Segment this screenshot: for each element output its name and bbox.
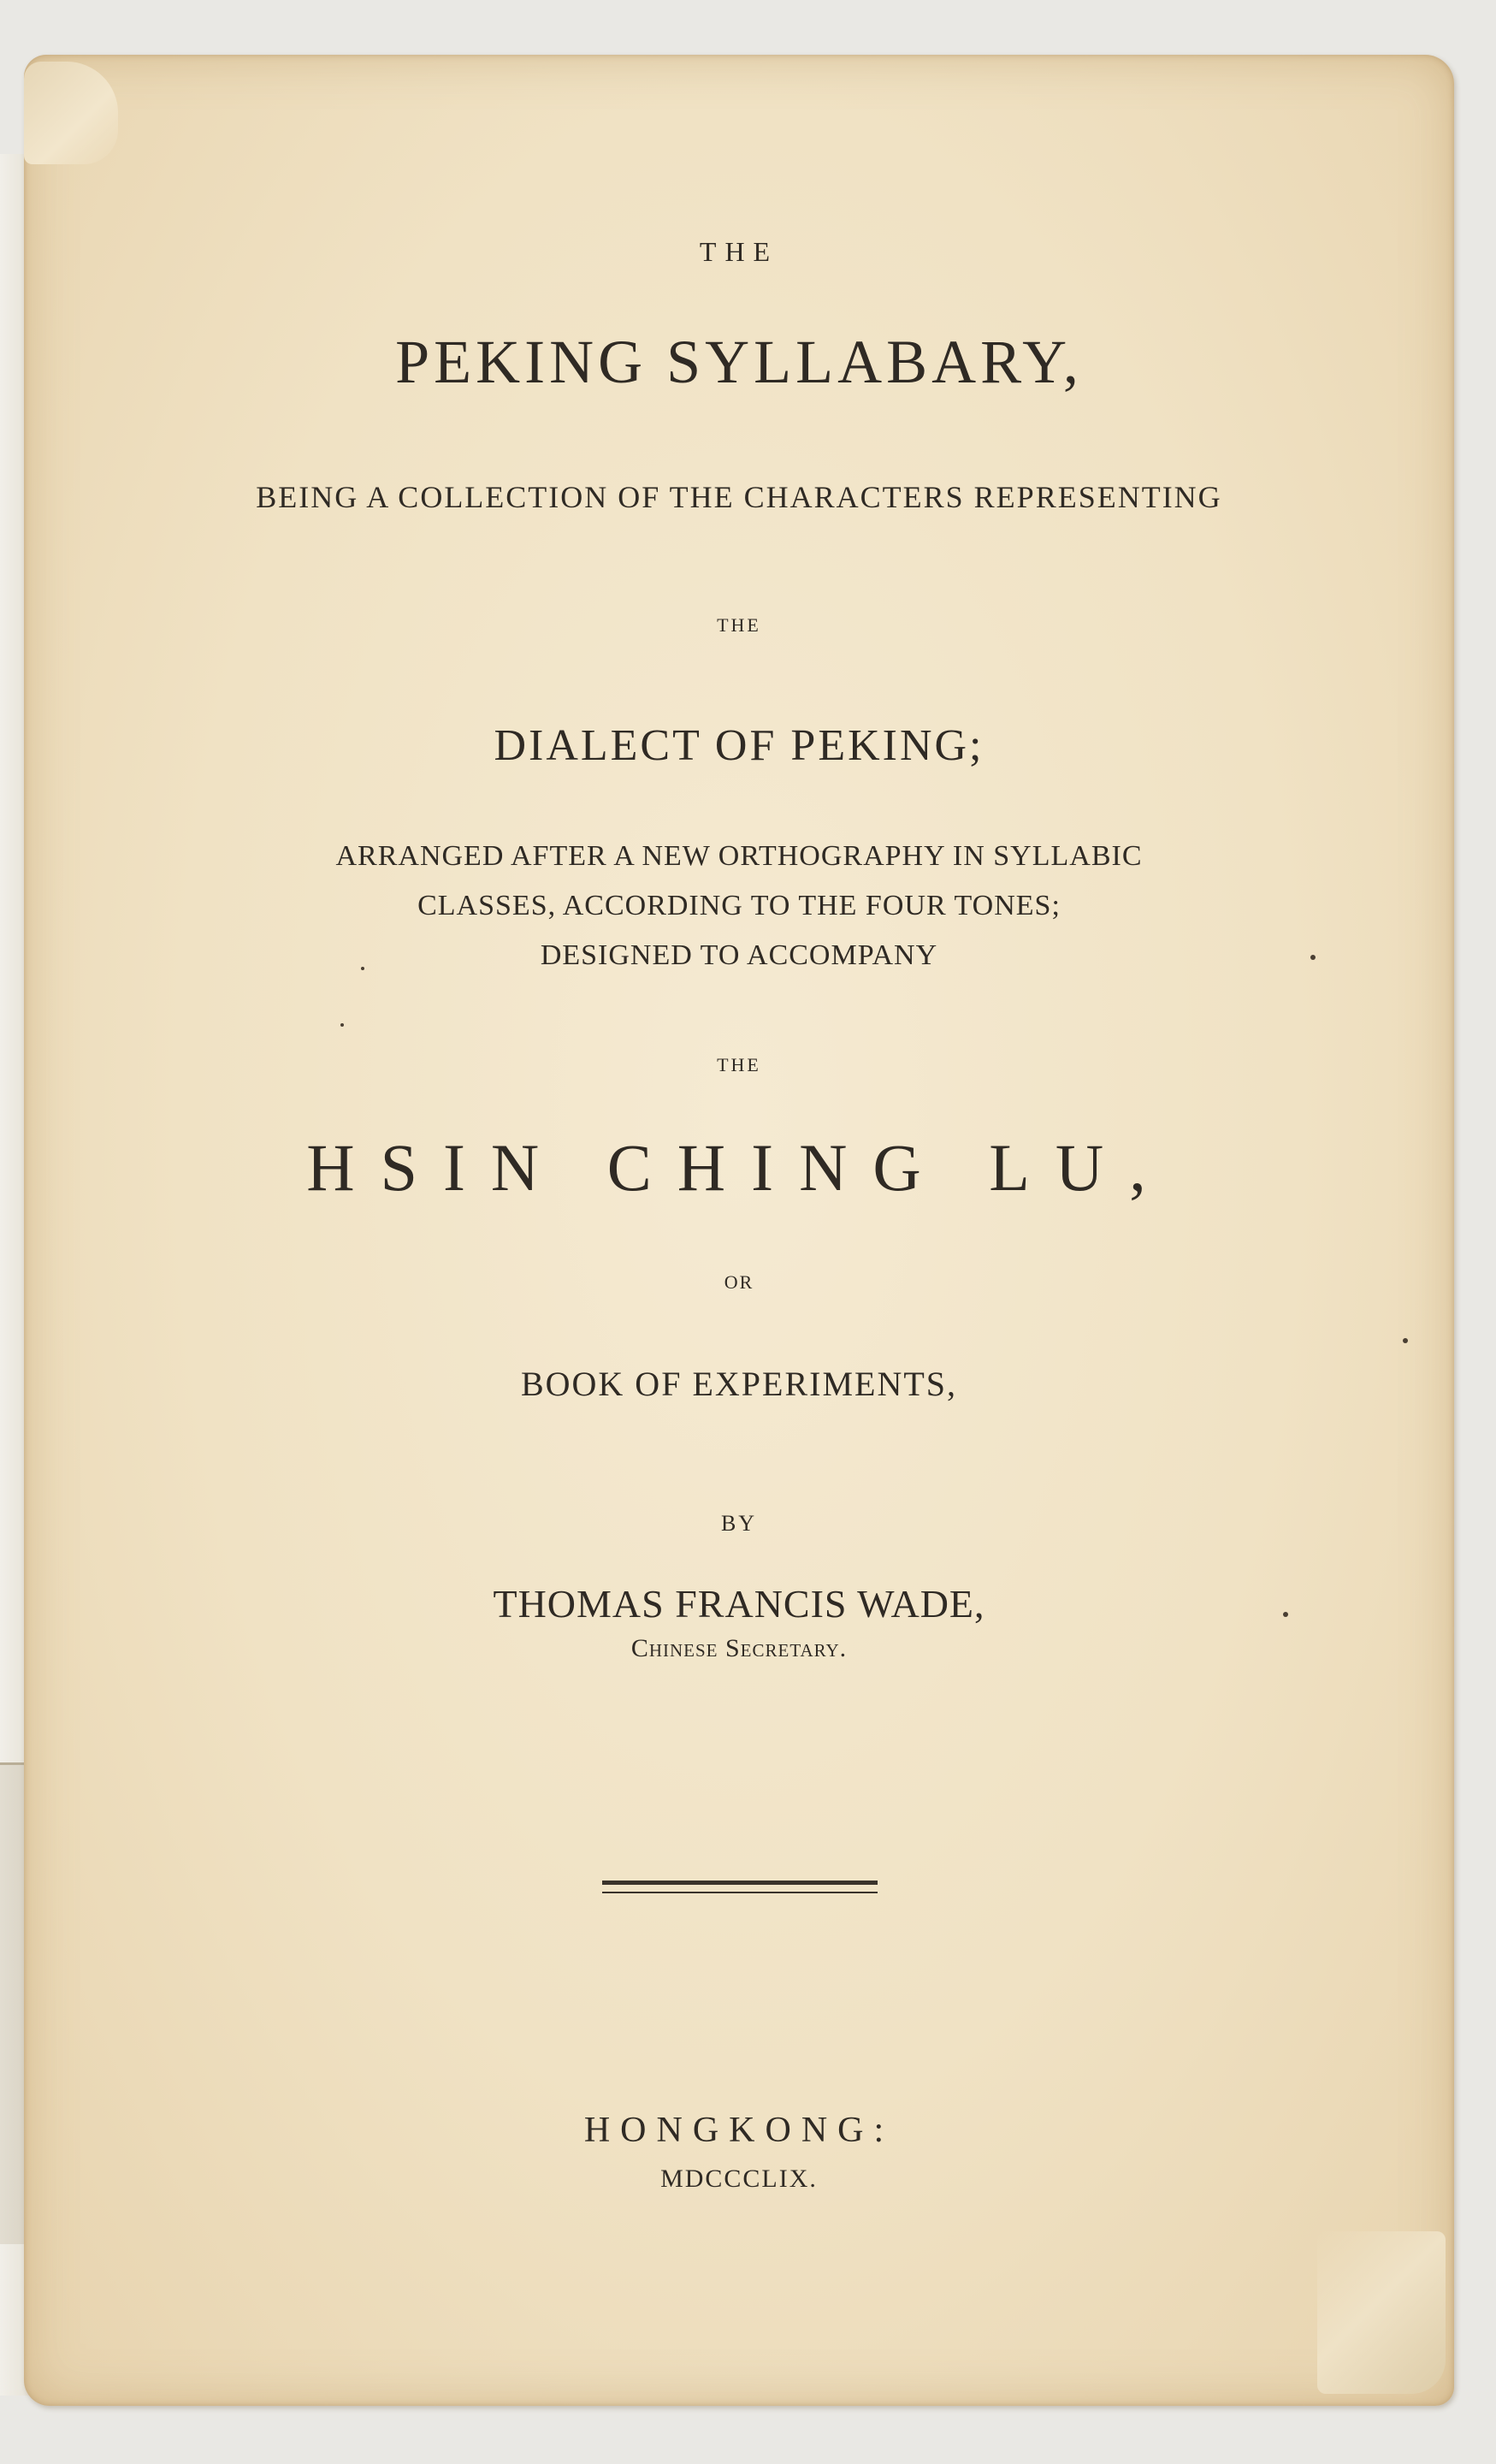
alternate-title: BOOK OF EXPERIMENTS,	[520, 1365, 958, 1403]
foxing-speck	[340, 1023, 344, 1027]
imprint-year: MDCCCLIX.	[660, 2165, 818, 2193]
the-connector-1: THE	[717, 614, 761, 636]
arrangement-line-2: CLASSES, ACCORDING TO THE FOUR TONES;	[417, 890, 1061, 921]
title-page	[24, 55, 1454, 2406]
by-label: BY	[720, 1511, 758, 1536]
arrangement-line-1: ARRANGED AFTER A NEW ORTHOGRAPHY IN SYLLABIC	[335, 840, 1143, 872]
arrangement-line-3: DESIGNED TO ACCOMPANY	[540, 939, 938, 971]
dialect-heading: DIALECT OF PEKING;	[494, 721, 985, 770]
or-connector: OR	[724, 1271, 754, 1293]
foxing-speck	[1310, 955, 1316, 960]
the-heading: THE	[699, 236, 779, 267]
imprint-place: HONGKONG:	[583, 2111, 895, 2150]
title-page-content	[24, 55, 1454, 2406]
subtitle-collection: BEING A COLLECTION OF THE CHARACTERS REPRESENTING	[256, 480, 1222, 514]
foxing-speck	[361, 967, 364, 970]
foxing-speck	[1403, 1338, 1408, 1343]
book-title: PEKING SYLLABARY,	[395, 328, 1083, 396]
the-connector-2: THE	[717, 1054, 761, 1075]
foxing-speck	[1283, 1612, 1288, 1617]
author-name: THOMAS FRANCIS WADE,	[493, 1582, 985, 1626]
decorative-rule	[602, 1881, 878, 1893]
author-role: Chinese Secretary.	[630, 1634, 848, 1662]
work-title: HSIN CHING LU,	[306, 1130, 1172, 1205]
